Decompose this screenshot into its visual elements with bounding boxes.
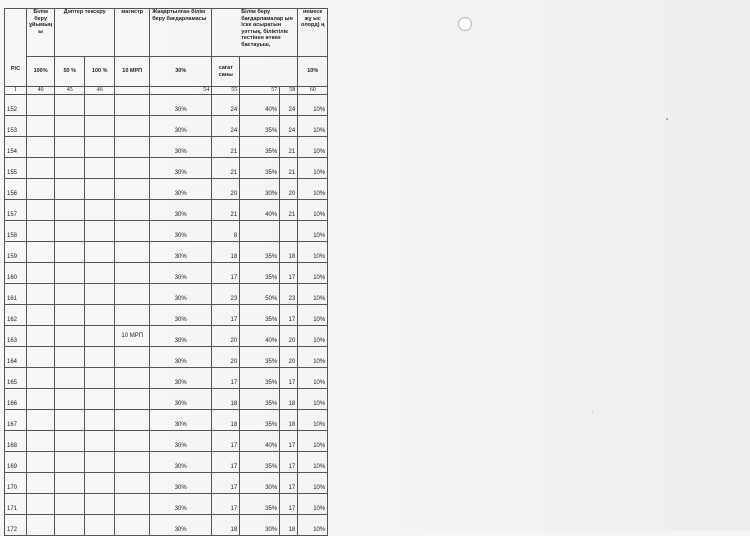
cell-updated-30: 30% bbox=[150, 158, 212, 179]
cell-notebook-50 bbox=[85, 347, 115, 368]
header-updated-program: Жаңартылған білім беру бағдарламасы bbox=[150, 9, 212, 57]
cell-notebook-100 bbox=[55, 494, 85, 515]
cell-test-percent: 35% bbox=[240, 158, 280, 179]
row-number: 160 bbox=[5, 263, 27, 284]
cell-test-percent: 35% bbox=[240, 389, 280, 410]
cell-updated-30: 30% bbox=[150, 242, 212, 263]
cell-other-10: 10% bbox=[298, 179, 328, 200]
col-number: 54 bbox=[150, 87, 212, 95]
cell-test-hours: 20 bbox=[280, 179, 298, 200]
sub-header-blank bbox=[240, 57, 298, 87]
cell-updated-30: 30% bbox=[150, 473, 212, 494]
header-notebook-check: Дәптер тексеру bbox=[55, 9, 115, 57]
cell-other-10: 10% bbox=[298, 200, 328, 221]
cell-hours: 24 bbox=[212, 95, 240, 116]
cell-org bbox=[27, 347, 55, 368]
cell-updated-30: 30% bbox=[150, 410, 212, 431]
cell-other-10: 10% bbox=[298, 326, 328, 347]
cell-test-percent: 40% bbox=[240, 326, 280, 347]
cell-org bbox=[27, 158, 55, 179]
cell-notebook-50 bbox=[85, 515, 115, 536]
cell-notebook-100 bbox=[55, 116, 85, 137]
row-number: 154 bbox=[5, 137, 27, 158]
cell-hours: 17 bbox=[212, 473, 240, 494]
sub-header-50: 50 % bbox=[55, 57, 85, 87]
header-qualification-test: Білім беру бағдарламалар ын іске асыратын уәттық, біліктілік тестінен өткен бастауыш, bbox=[212, 9, 298, 57]
cell-notebook-50 bbox=[85, 368, 115, 389]
table-row bbox=[5, 305, 328, 326]
col-number: 58 bbox=[280, 87, 298, 95]
cell-other-10: 10% bbox=[298, 137, 328, 158]
sub-header-10mrp: 10 МРП bbox=[115, 57, 150, 87]
cell-hours: 18 bbox=[212, 410, 240, 431]
cell-test-hours: 21 bbox=[280, 158, 298, 179]
cell-notebook-50 bbox=[85, 494, 115, 515]
cell-mrp bbox=[115, 494, 150, 515]
col-number: 1 bbox=[5, 87, 27, 95]
cell-notebook-100 bbox=[55, 305, 85, 326]
cell-test-hours: 17 bbox=[280, 263, 298, 284]
cell-notebook-100 bbox=[55, 368, 85, 389]
table-row bbox=[5, 95, 328, 116]
cell-test-hours: 21 bbox=[280, 200, 298, 221]
cell-notebook-100 bbox=[55, 263, 85, 284]
scan-speck bbox=[666, 118, 668, 120]
cell-notebook-50 bbox=[85, 95, 115, 116]
cell-notebook-50 bbox=[85, 284, 115, 305]
cell-notebook-50 bbox=[85, 305, 115, 326]
cell-notebook-50 bbox=[85, 473, 115, 494]
cell-mrp bbox=[115, 137, 150, 158]
cell-test-percent: 30% bbox=[240, 179, 280, 200]
row-number: 155 bbox=[5, 158, 27, 179]
cell-mrp bbox=[115, 179, 150, 200]
cell-org bbox=[27, 410, 55, 431]
cell-test-percent: 40% bbox=[240, 95, 280, 116]
cell-org bbox=[27, 368, 55, 389]
col-number: 40 bbox=[27, 87, 55, 95]
cell-hours: 17 bbox=[212, 305, 240, 326]
header-ps: Р/С bbox=[5, 9, 27, 87]
cell-notebook-100 bbox=[55, 158, 85, 179]
cell-updated-30: 30% bbox=[150, 389, 212, 410]
cell-test-hours: 20 bbox=[280, 347, 298, 368]
cell-org bbox=[27, 305, 55, 326]
cell-test-hours: 17 bbox=[280, 305, 298, 326]
cell-notebook-50 bbox=[85, 389, 115, 410]
cell-hours: 18 bbox=[212, 515, 240, 536]
cell-mrp bbox=[115, 95, 150, 116]
cell-org bbox=[27, 494, 55, 515]
cell-org bbox=[27, 473, 55, 494]
cell-test-hours: 17 bbox=[280, 368, 298, 389]
cell-other-10: 10% bbox=[298, 263, 328, 284]
cell-org bbox=[27, 284, 55, 305]
cell-mrp bbox=[115, 473, 150, 494]
cell-test-percent: 50% bbox=[240, 284, 280, 305]
cell-updated-30: 30% bbox=[150, 452, 212, 473]
cell-test-percent: 35% bbox=[240, 368, 280, 389]
cell-updated-30: 30% bbox=[150, 515, 212, 536]
cell-org bbox=[27, 326, 55, 347]
col-number: 46 bbox=[85, 87, 115, 95]
cell-test-percent: 40% bbox=[240, 200, 280, 221]
cell-org bbox=[27, 200, 55, 221]
cell-notebook-100 bbox=[55, 410, 85, 431]
row-number: 168 bbox=[5, 431, 27, 452]
header-master: магистр bbox=[115, 9, 150, 57]
table-row bbox=[5, 158, 328, 179]
sub-header-100b: 100 % bbox=[85, 57, 115, 87]
cell-org bbox=[27, 116, 55, 137]
cell-mrp bbox=[115, 116, 150, 137]
cell-notebook-50 bbox=[85, 221, 115, 242]
cell-updated-30: 30% bbox=[150, 347, 212, 368]
cell-hours: 17 bbox=[212, 494, 240, 515]
row-number: 152 bbox=[5, 95, 27, 116]
cell-other-10: 10% bbox=[298, 347, 328, 368]
row-number: 171 bbox=[5, 494, 27, 515]
row-number: 172 bbox=[5, 515, 27, 536]
cell-org bbox=[27, 263, 55, 284]
cell-updated-30: 30% bbox=[150, 305, 212, 326]
cell-notebook-100 bbox=[55, 347, 85, 368]
cell-mrp bbox=[115, 515, 150, 536]
cell-test-hours: 21 bbox=[280, 137, 298, 158]
cell-notebook-50 bbox=[85, 452, 115, 473]
sub-header-100: 100% bbox=[27, 57, 55, 87]
cell-test-hours: 18 bbox=[280, 410, 298, 431]
table-row bbox=[5, 242, 328, 263]
cell-hours: 17 bbox=[212, 368, 240, 389]
cell-notebook-100 bbox=[55, 137, 85, 158]
cell-hours: 17 bbox=[212, 263, 240, 284]
cell-notebook-100 bbox=[55, 221, 85, 242]
cell-notebook-50 bbox=[85, 263, 115, 284]
sub-header-10: 10% bbox=[298, 57, 328, 87]
cell-test-percent: 35% bbox=[240, 410, 280, 431]
table-row bbox=[5, 494, 328, 515]
cell-other-10: 10% bbox=[298, 410, 328, 431]
cell-updated-30: 30% bbox=[150, 137, 212, 158]
sub-header-hours: сағат саны bbox=[212, 57, 240, 87]
cell-mrp bbox=[115, 452, 150, 473]
cell-hours: 17 bbox=[212, 431, 240, 452]
cell-test-hours: 24 bbox=[280, 95, 298, 116]
cell-test-percent: 35% bbox=[240, 452, 280, 473]
cell-notebook-100 bbox=[55, 431, 85, 452]
cell-notebook-50 bbox=[85, 431, 115, 452]
table-row bbox=[5, 284, 328, 305]
scan-speck bbox=[592, 412, 593, 413]
cell-mrp: 10 МРП bbox=[115, 326, 150, 347]
row-number: 170 bbox=[5, 473, 27, 494]
cell-test-hours: 17 bbox=[280, 452, 298, 473]
cell-test-percent: 35% bbox=[240, 263, 280, 284]
cell-org bbox=[27, 431, 55, 452]
cell-other-10: 10% bbox=[298, 95, 328, 116]
hours-table bbox=[4, 8, 328, 536]
col-number: 55 bbox=[212, 87, 240, 95]
cell-hours: 24 bbox=[212, 116, 240, 137]
cell-notebook-100 bbox=[55, 473, 85, 494]
cell-org bbox=[27, 137, 55, 158]
punch-hole bbox=[458, 17, 472, 31]
cell-updated-30: 30% bbox=[150, 95, 212, 116]
row-number: 153 bbox=[5, 116, 27, 137]
row-number: 156 bbox=[5, 179, 27, 200]
cell-notebook-50 bbox=[85, 116, 115, 137]
cell-test-hours bbox=[280, 221, 298, 242]
cell-test-hours: 17 bbox=[280, 473, 298, 494]
cell-org bbox=[27, 452, 55, 473]
cell-mrp bbox=[115, 410, 150, 431]
cell-test-percent: 35% bbox=[240, 116, 280, 137]
col-number bbox=[115, 87, 150, 95]
cell-hours: 21 bbox=[212, 158, 240, 179]
cell-hours: 21 bbox=[212, 200, 240, 221]
cell-test-percent: 35% bbox=[240, 494, 280, 515]
cell-other-10: 10% bbox=[298, 305, 328, 326]
cell-mrp bbox=[115, 305, 150, 326]
table-row bbox=[5, 200, 328, 221]
cell-notebook-100 bbox=[55, 200, 85, 221]
cell-notebook-50 bbox=[85, 158, 115, 179]
cell-notebook-50 bbox=[85, 137, 115, 158]
cell-hours: 8 bbox=[212, 221, 240, 242]
table-row bbox=[5, 179, 328, 200]
cell-updated-30: 30% bbox=[150, 431, 212, 452]
col-number: 60 bbox=[298, 87, 328, 95]
cell-hours: 20 bbox=[212, 347, 240, 368]
row-number: 162 bbox=[5, 305, 27, 326]
cell-org bbox=[27, 95, 55, 116]
cell-updated-30: 30% bbox=[150, 179, 212, 200]
cell-org bbox=[27, 179, 55, 200]
cell-notebook-100 bbox=[55, 179, 85, 200]
col-number: 57 bbox=[240, 87, 280, 95]
cell-test-hours: 17 bbox=[280, 494, 298, 515]
cell-updated-30: 30% bbox=[150, 284, 212, 305]
cell-test-percent: 35% bbox=[240, 305, 280, 326]
cell-test-percent bbox=[240, 221, 280, 242]
cell-other-10: 10% bbox=[298, 452, 328, 473]
cell-notebook-100 bbox=[55, 515, 85, 536]
row-number: 158 bbox=[5, 221, 27, 242]
cell-notebook-100 bbox=[55, 452, 85, 473]
cell-org bbox=[27, 515, 55, 536]
table-row bbox=[5, 431, 328, 452]
cell-mrp bbox=[115, 431, 150, 452]
table-row bbox=[5, 452, 328, 473]
cell-hours: 18 bbox=[212, 242, 240, 263]
cell-test-hours: 20 bbox=[280, 326, 298, 347]
cell-other-10: 10% bbox=[298, 431, 328, 452]
cell-notebook-50 bbox=[85, 179, 115, 200]
row-number: 163 bbox=[5, 326, 27, 347]
cell-mrp bbox=[115, 284, 150, 305]
cell-test-hours: 17 bbox=[280, 431, 298, 452]
row-number: 166 bbox=[5, 389, 27, 410]
cell-hours: 23 bbox=[212, 284, 240, 305]
cell-mrp bbox=[115, 347, 150, 368]
cell-other-10: 10% bbox=[298, 242, 328, 263]
table-row bbox=[5, 410, 328, 431]
table-row bbox=[5, 326, 328, 347]
col-number: 45 bbox=[55, 87, 85, 95]
row-number: 157 bbox=[5, 200, 27, 221]
cell-updated-30: 30% bbox=[150, 263, 212, 284]
cell-test-percent: 30% bbox=[240, 473, 280, 494]
cell-updated-30: 30% bbox=[150, 200, 212, 221]
cell-updated-30: 30% bbox=[150, 116, 212, 137]
cell-notebook-50 bbox=[85, 410, 115, 431]
cell-test-hours: 18 bbox=[280, 515, 298, 536]
cell-org bbox=[27, 242, 55, 263]
table-row bbox=[5, 263, 328, 284]
cell-org bbox=[27, 389, 55, 410]
table-row bbox=[5, 221, 328, 242]
table-row bbox=[5, 515, 328, 536]
row-number: 169 bbox=[5, 452, 27, 473]
row-number: 159 bbox=[5, 242, 27, 263]
cell-other-10: 10% bbox=[298, 284, 328, 305]
cell-mrp bbox=[115, 368, 150, 389]
cell-notebook-100 bbox=[55, 95, 85, 116]
cell-test-percent: 35% bbox=[240, 137, 280, 158]
cell-test-percent: 40% bbox=[240, 431, 280, 452]
table-row bbox=[5, 368, 328, 389]
cell-other-10: 10% bbox=[298, 158, 328, 179]
cell-test-percent: 30% bbox=[240, 515, 280, 536]
cell-hours: 20 bbox=[212, 326, 240, 347]
cell-updated-30: 30% bbox=[150, 221, 212, 242]
cell-notebook-100 bbox=[55, 242, 85, 263]
sub-header-30: 30% bbox=[150, 57, 212, 87]
cell-hours: 21 bbox=[212, 137, 240, 158]
cell-notebook-100 bbox=[55, 284, 85, 305]
cell-test-percent: 35% bbox=[240, 242, 280, 263]
table-row bbox=[5, 389, 328, 410]
cell-updated-30: 30% bbox=[150, 368, 212, 389]
header-other: немесе жұ ыс олорд) ң bbox=[298, 9, 328, 57]
cell-test-hours: 24 bbox=[280, 116, 298, 137]
cell-mrp bbox=[115, 200, 150, 221]
cell-notebook-100 bbox=[55, 326, 85, 347]
cell-other-10: 10% bbox=[298, 368, 328, 389]
cell-mrp bbox=[115, 221, 150, 242]
cell-other-10: 10% bbox=[298, 221, 328, 242]
cell-mrp bbox=[115, 242, 150, 263]
cell-other-10: 10% bbox=[298, 116, 328, 137]
table-row bbox=[5, 347, 328, 368]
cell-other-10: 10% bbox=[298, 473, 328, 494]
row-number: 165 bbox=[5, 368, 27, 389]
cell-mrp bbox=[115, 158, 150, 179]
column-number-row bbox=[5, 87, 328, 95]
row-number: 164 bbox=[5, 347, 27, 368]
cell-test-percent: 35% bbox=[240, 347, 280, 368]
cell-other-10: 10% bbox=[298, 494, 328, 515]
cell-test-hours: 23 bbox=[280, 284, 298, 305]
cell-other-10: 10% bbox=[298, 389, 328, 410]
table-body bbox=[5, 95, 328, 536]
cell-hours: 18 bbox=[212, 389, 240, 410]
cell-mrp bbox=[115, 263, 150, 284]
cell-test-hours: 18 bbox=[280, 242, 298, 263]
header-education-org: Білім беру ұйымың ы bbox=[27, 9, 55, 57]
cell-hours: 20 bbox=[212, 179, 240, 200]
cell-notebook-50 bbox=[85, 242, 115, 263]
cell-test-hours: 18 bbox=[280, 389, 298, 410]
cell-other-10: 10% bbox=[298, 515, 328, 536]
cell-org bbox=[27, 221, 55, 242]
row-number: 167 bbox=[5, 410, 27, 431]
cell-hours: 17 bbox=[212, 452, 240, 473]
cell-notebook-100 bbox=[55, 389, 85, 410]
cell-updated-30: 30% bbox=[150, 326, 212, 347]
table-row bbox=[5, 116, 328, 137]
cell-notebook-50 bbox=[85, 200, 115, 221]
row-number: 161 bbox=[5, 284, 27, 305]
cell-notebook-50 bbox=[85, 326, 115, 347]
table-row bbox=[5, 473, 328, 494]
cell-updated-30: 30% bbox=[150, 494, 212, 515]
table-row bbox=[5, 137, 328, 158]
cell-mrp bbox=[115, 389, 150, 410]
